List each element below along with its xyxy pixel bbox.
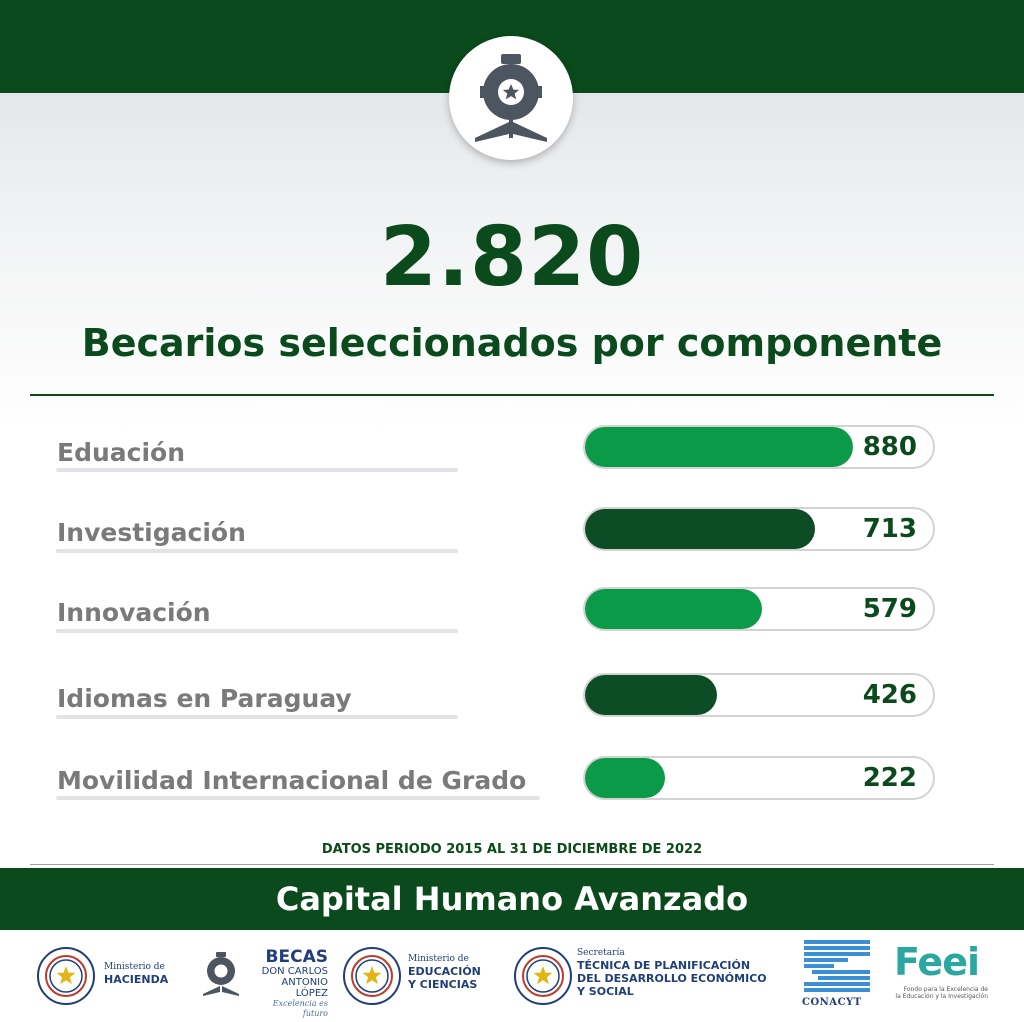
bar-value-label: 713	[862, 514, 917, 544]
becas-line3: ANTONIO LÓPEZ	[281, 977, 328, 999]
feei-desc-line1: Fondo para la Excelencia de	[903, 986, 988, 993]
sponsor-becas	[198, 940, 328, 1018]
bar	[585, 589, 762, 629]
stp-line1: Secretaría	[577, 948, 625, 958]
sponsor-educacion	[342, 940, 502, 1012]
becas-line2: DON CARLOS	[261, 966, 328, 977]
bar-track	[583, 756, 935, 800]
stp-line3: DEL DESARROLLO ECONÓMICO	[577, 972, 767, 985]
becas-locomotive-icon	[198, 946, 244, 1006]
category-underline	[56, 715, 458, 719]
becas-tagline: Excelencia es futuro	[272, 999, 328, 1018]
bar-value-label: 222	[862, 763, 917, 793]
bar	[585, 427, 853, 467]
becas-line1: BECAS	[265, 947, 328, 967]
header-divider	[30, 394, 994, 396]
category-label: Movilidad Internacional de Grado	[57, 766, 527, 795]
category-underline	[56, 549, 458, 553]
stp-line4: Y SOCIAL	[577, 985, 634, 998]
program-banner: Capital Humano Avanzado	[0, 868, 1024, 930]
bar	[585, 509, 815, 549]
conacyt-logo-icon	[804, 940, 870, 1000]
category-label: Investigación	[57, 518, 246, 547]
paraguay-seal-icon	[36, 946, 96, 1006]
feei-desc-line2: la Educación y la Investigación	[895, 993, 988, 1000]
total-scholars-number: 2.820	[379, 210, 645, 305]
category-underline	[56, 796, 540, 800]
bar-track	[583, 587, 935, 631]
educacion-line1: Ministerio de	[408, 954, 469, 964]
hacienda-line2: HACIENDA	[104, 973, 169, 986]
sponsor-hacienda	[36, 940, 186, 1012]
bar-value-label: 880	[862, 432, 917, 462]
bar-track	[583, 507, 935, 551]
educacion-line3: Y CIENCIAS	[408, 978, 478, 991]
paraguay-seal-icon	[513, 946, 573, 1006]
bar	[585, 758, 665, 798]
feei-wordmark: Feei	[894, 940, 979, 984]
data-period-note: DATOS PERIODO 2015 AL 31 DE DICIEMBRE DE 2022	[321, 842, 703, 857]
category-underline	[56, 468, 458, 472]
educacion-line2: EDUCACIÓN	[408, 965, 481, 978]
conacyt-name: CONACYT	[802, 997, 862, 1008]
bar	[585, 675, 717, 715]
locomotive-book-icon	[465, 48, 557, 148]
page-subtitle: Becarios seleccionados por componente	[81, 321, 943, 365]
sponsor-stp	[513, 940, 788, 1012]
stp-line2: TÉCNICA DE PLANIFICACIÓN	[577, 959, 751, 972]
footnote-divider	[30, 864, 994, 865]
bar-value-label: 579	[862, 594, 917, 624]
bar-track	[583, 425, 935, 469]
category-label: Innovación	[57, 598, 211, 627]
hacienda-line1: Ministerio de	[104, 962, 165, 972]
paraguay-seal-icon	[342, 946, 402, 1006]
bar-track	[583, 673, 935, 717]
bar-value-label: 426	[862, 680, 917, 710]
category-label: Idiomas en Paraguay	[57, 684, 352, 713]
category-label: Eduación	[57, 438, 186, 467]
category-underline	[56, 629, 458, 633]
sponsor-feei	[892, 940, 992, 1012]
becas-logo-badge	[449, 36, 573, 160]
sponsor-conacyt	[800, 940, 874, 1012]
